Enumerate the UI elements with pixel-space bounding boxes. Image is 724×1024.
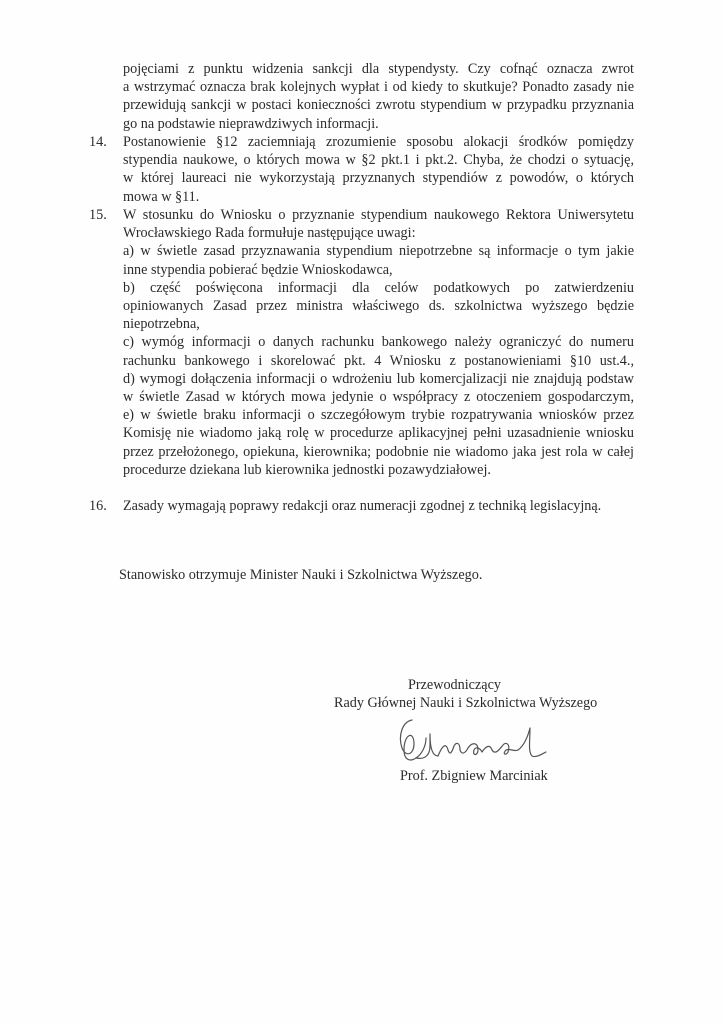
text-line: opiniowanych Zasad przez ministra właściwego ds. szkolnictwa wyższego będzie [123, 298, 634, 315]
item-number: 15. [89, 207, 107, 223]
signatory-title: Przewodniczący [408, 677, 501, 693]
signatory-organization: Rady Głównej Nauki i Szkolnictwa Wyższego [334, 695, 598, 711]
text-line: stypendia naukowe, o których mowa w §2 pkt.1 i pkt.2. Chyba, że chodzi o sytuację, [123, 152, 634, 169]
text-line: inne stypendia pobierać będzie Wnioskodawca, [123, 261, 393, 278]
text-line: w świetle Zasad w których mowa jedynie o współpracy z otoczeniem gospodarczym, [123, 389, 634, 406]
item-15 [89, 206, 634, 479]
item-14 [89, 133, 634, 206]
item-number: 14. [89, 134, 107, 150]
subitem-c [123, 333, 634, 369]
subitem-d [123, 370, 634, 406]
item-13-continuation [104, 60, 634, 133]
text-line: go na podstawie nieprawdziwych informacji. [123, 115, 379, 132]
text-line: przez przełożonego, opiekuna, kierownika; podobnie nie wiadomo jaka jest rola w całej [123, 443, 634, 460]
subitem-e [123, 406, 634, 479]
text-line: d) wymogi dołączenia informacji o wdrożeniu lub komercjalizacji nie znajdują podstaw [123, 370, 634, 387]
text-line: pojęciami z punktu widzenia sankcji dla stypendysty. Czy cofnąć oznacza zwrot [123, 61, 634, 77]
text-line: c) wymóg informacji o danych rachunku bankowego należy ograniczyć do numeru [123, 334, 634, 351]
text-line: e) w świetle braku informacji o szczegółowym trybie rozpatrywania wniosków przez [123, 407, 634, 424]
text-line: a) w świetle zasad przyznawania stypendium niepotrzebne są informacje o tym jakie [123, 243, 634, 260]
subitem-b [123, 279, 634, 334]
text-line: Zasady wymagają poprawy redakcji oraz numeracji zgodnej z techniką legislacyjną. [123, 498, 602, 514]
text-line: b) część poświęcona informacji dla celów podatkowych po zatwierdzeniu [123, 279, 634, 296]
handwritten-signature-icon [392, 716, 552, 768]
recipient-note: Stanowisko otrzymuje Minister Nauki i Szkolnictwa Wyższego. [119, 567, 483, 583]
text-line: procedurze dziekana lub kierownika jednostki pozawydziałowej. [123, 461, 491, 478]
item-16 [89, 497, 634, 515]
text-line: W stosunku do Wniosku o przyznanie stypendium naukowego Rektora Uniwersytetu [123, 207, 634, 223]
text-line: przewidują sankcji w postaci konieczności zwrotu stypendium w przypadku przyznania [123, 97, 634, 114]
item-number: 16. [89, 498, 107, 514]
subitem-a [123, 242, 634, 278]
text-line: Komisję nie wiadomo jaką rolę w procedurze aplikacyjnej pełni uzasadnienie wniosku [123, 425, 634, 442]
text-line: mowa w §11. [123, 188, 200, 205]
text-line: w której laureaci nie wykorzystają przyznanych stypendiów z powodów, o których [123, 170, 634, 187]
text-line: niepotrzebna, [123, 316, 200, 333]
text-line: Postanowienie §12 zaciemniają zrozumienie sposobu alokacji środków pomiędzy [123, 134, 634, 150]
text-line: rachunku bankowego i skorelować pkt. 4 Wniosku z postanowieniami §10 ust.4., [123, 352, 634, 369]
text-line: a wstrzymać oznacza brak kolejnych wypłat i od kiedy to skutkuje? Ponadto zasady nie [123, 79, 634, 96]
text-line: Wrocławskiego Rada formułuje następujące uwagi: [123, 225, 416, 242]
signatory-name: Prof. Zbigniew Marciniak [400, 768, 548, 784]
